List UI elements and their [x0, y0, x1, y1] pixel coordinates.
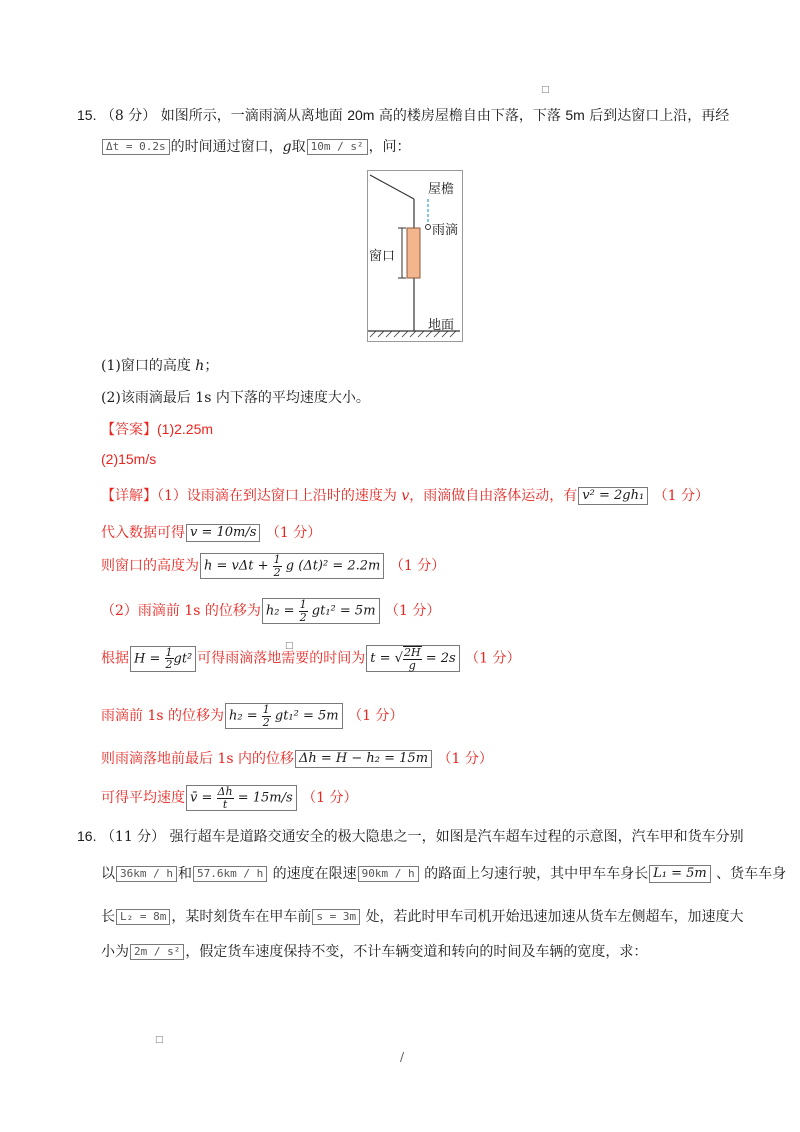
label-ground: 地面	[428, 318, 455, 333]
formula-t: t = √ $\frac{2H}{g}$ = 2s	[366, 645, 459, 672]
q15-line1: 15. （8 分） 如图所示，一滴雨滴从离地面 20m 高的楼房屋檐自由下落，下落 5m 后到达窗口上沿，再经	[77, 107, 730, 124]
detail-line4: （2）雨滴前 1s 的位移为 h₂ = $\frac{1}{2}$ gt₁² = 5m （1 分）	[101, 598, 441, 624]
formula-v2-2gh1: v² = 2gh₁	[578, 487, 648, 505]
detail-line1: 【详解】（1）设雨滴在到达窗口上沿时的速度为 v，雨滴做自由落体运动，有 v² = 2gh₁ （1 分）	[101, 488, 709, 504]
detail-line3: 则窗口的高度为 h = vΔt + $\frac{1}{2}$ g (Δt)² = 2.2m （1 分）	[101, 553, 446, 579]
formula-L2: L₂ = 8m	[116, 909, 170, 924]
stray-mark-mid: □	[285, 641, 294, 651]
q16-line3: 长 L₂ = 8m ，某时刻货车在甲车前 s = 3m 处，若此时甲车司机开始迅速加速从货车左侧超车，加速度大	[101, 909, 744, 925]
label-roof: 屋檐	[428, 182, 455, 197]
detail-line6: 雨滴前 1s 的位移为 h₂ = $\frac{1}{2}$ gt₁² = 5m （1 分）	[101, 703, 404, 729]
stray-mark-top: □	[541, 85, 550, 95]
diagram-raindrop-window	[367, 170, 463, 342]
formula-h2-second: h₂ = $\frac{1}{2}$ gt₁² = 5m	[225, 703, 343, 729]
q15-sub1: (1)窗口的高度 h；	[101, 358, 219, 374]
q16-line1: 16. （11 分） 强行超车是道路交通安全的极大隐患之一，如图是汽车超车过程的示意图，汽车甲和货车分别	[77, 828, 744, 845]
formula-a: 2m / s²	[130, 944, 184, 959]
formula-s: s = 3m	[312, 909, 360, 924]
question-score: （11 分）	[100, 829, 166, 845]
formula-speed-limit: 90km / h	[358, 866, 419, 881]
page-footer-mark: /	[400, 1050, 405, 1064]
q15-line2: Δt = 0.2s 的时间通过窗口，g取 10m / s² ，问：	[101, 136, 411, 156]
formula-H: H = $\frac{1}{2}$ gt²	[130, 646, 196, 672]
detail-line7: 则雨滴落地前最后 1s 内的位移 Δh = H − h₂ = 15m （1 分）	[101, 751, 493, 767]
answer-line2: (2)15m/s	[101, 451, 157, 467]
question-number: 16.	[77, 828, 97, 844]
formula-window-height: h = vΔt + $\frac{1}{2}$ g (Δt)² = 2.2m	[200, 553, 384, 579]
stray-mark-bottom: □	[155, 1035, 164, 1045]
detail-line8: 可得平均速度 v̄ = $\frac{\Delta h}{t}$ = 15m/s （1 分）	[101, 785, 358, 811]
detail-line2: 代入数据可得 v = 10m/s （1 分）	[101, 525, 322, 541]
formula-h2-first: h₂ = $\frac{1}{2}$ gt₁² = 5m	[262, 598, 380, 624]
formula-dt: Δt = 0.2s	[102, 139, 170, 154]
formula-g: 10m / s²	[307, 139, 368, 154]
detail-label: 【详解】	[101, 488, 157, 504]
formula-v-value: v = 10m/s	[186, 524, 260, 542]
formula-average-velocity: v̄ = $\frac{\Delta h}{t}$ = 15m/s	[186, 785, 297, 811]
question-score: （8 分）	[100, 108, 157, 124]
formula-v1: 36km / h	[116, 866, 177, 881]
q16-line4: 小为 2m / s² ，假定货车速度保持不变，不计车辆变道和转向的时间及车辆的宽度，求：	[101, 944, 648, 960]
formula-L1: L₁ = 5m	[649, 865, 711, 883]
question-number: 15.	[77, 107, 97, 123]
q15-sub2: (2)该雨滴最后 1s 内下落的平均速度大小。	[101, 390, 370, 406]
formula-delta-h: Δh = H − h₂ = 15m	[295, 750, 432, 768]
detail-line5: 根据 H = $\frac{1}{2}$ gt² 可得雨滴落地需要的时间为 t = √ $\frac{2H}{g}$ = 2s （1 分）	[101, 645, 521, 672]
formula-v2: 57.6km / h	[193, 866, 267, 881]
label-window: 窗口	[369, 249, 396, 264]
label-raindrop: 雨滴	[432, 223, 459, 238]
answer-line1: 【答案】(1)2.25m	[101, 421, 214, 438]
q16-line2: 以 36km / h 和 57.6km / h 的速度在限速 90km / h 的路面上匀速行驶，其中甲车车身长 L₁ = 5m 、货车车身	[101, 866, 787, 882]
answer-label: 【答案】	[101, 422, 157, 438]
